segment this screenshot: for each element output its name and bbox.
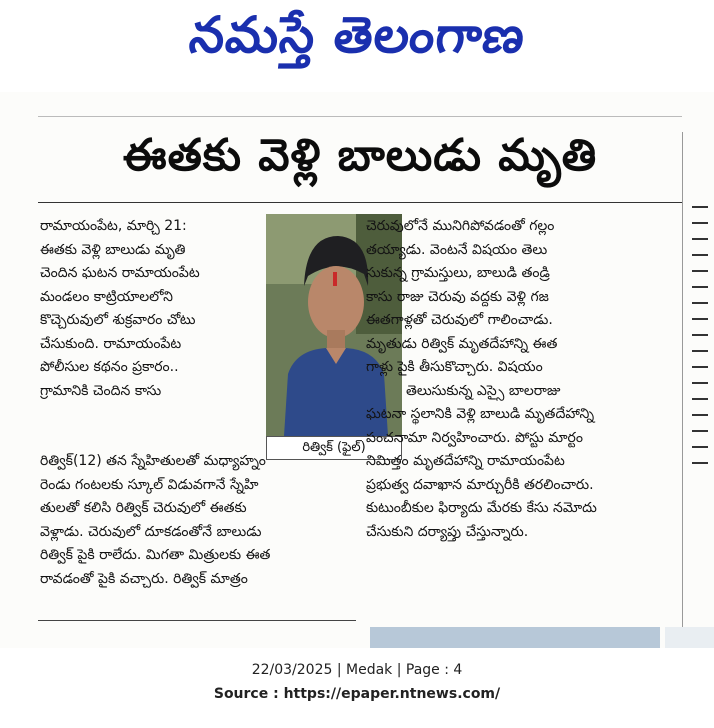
text-line: తయ్యాడు. వెంటనే విషయం తెలు <box>366 241 548 258</box>
text-line: చేసుకుంది. రామాయంపేట <box>40 335 182 352</box>
text-line: గాళ్లు పైకి తీసుకొచ్చారు. విషయం <box>366 359 543 375</box>
photo-caption: రిత్విక్ (ఫైల్) <box>266 436 402 460</box>
top-divider <box>38 116 682 117</box>
text-line: గ్రామానికి చెందిన కాసు <box>40 382 162 399</box>
article-column-1-continued <box>40 450 358 591</box>
newspaper-clipping <box>0 92 714 648</box>
text-line: తెలుసుకున్న ఎస్సై బాలరాజు <box>406 382 561 399</box>
adjacent-photo-fragment <box>370 627 660 648</box>
cut-off-top-text <box>38 92 714 106</box>
text-line: చేసుకుని దర్యాప్తు చేస్తున్నారు. <box>366 523 529 540</box>
text-line: మండలం కాట్రియాలలోని <box>40 288 173 305</box>
text-line: నిమిత్తం మృతదేహాన్ని రామాయంపేట <box>366 453 565 469</box>
adjacent-column-fragment <box>690 192 714 632</box>
text-line: మృతుడు రిత్విక్ మృతదేహాన్ని ఈత <box>366 335 558 352</box>
text-line: పోలీసుల కథనం ప్రకారం.. <box>40 359 179 375</box>
article-column-1 <box>40 215 258 403</box>
bottom-divider <box>38 620 356 621</box>
source-link[interactable]: Source : https://epaper.ntnews.com/ <box>213 686 501 702</box>
text-line: కాసు రాజు చెరువు వద్దకు వెళ్లి గజ <box>366 288 549 305</box>
text-line: తులతో కలిసి రిత్విక్ చెరువులో ఈతకు <box>40 500 247 516</box>
article-headline: ఈతకు వెళ్లి బాలుడు మృతి <box>122 130 598 181</box>
date-edition-page: 22/03/2025 | Medak | Page : 4 <box>251 662 463 678</box>
column-divider <box>682 132 683 648</box>
text-line: ప్రభుత్వ దవాఖాన మార్చురీకి తరలించారు. <box>366 476 594 493</box>
masthead-title: నమస్తే తెలంగాణ <box>186 6 529 64</box>
text-line: ఘటనా స్థలానికి వెళ్లి బాలుడి మృతదేహాన్ని <box>366 406 595 422</box>
headline-divider <box>38 202 682 203</box>
text-line: ఈతగాళ్లతో చెరువులో గాలించాడు. <box>366 312 553 328</box>
article-column-2 <box>366 215 678 544</box>
text-line: పంచనామా నిర్వహించారు. పోస్టు మార్టం <box>366 429 583 446</box>
text-line: రిత్విక్ పైకి రాలేదు. మిగతా మిత్రులకు ఈత <box>40 547 271 563</box>
text-line: రామాయంపేట, మార్చి 21: <box>40 218 187 234</box>
text-line: ఈతకు వెళ్లి బాలుడు మృతి <box>40 241 186 258</box>
text-line: చెరువులోనే మునిగిపోవడంతో గల్లం <box>366 218 555 234</box>
clipping-footer <box>0 658 714 706</box>
text-line: వెళ్లాడు. చెరువులో దూకడంతోనే బాలుడు <box>40 523 262 540</box>
text-line: కొచ్చెరువులో శుక్రవారం చోటు <box>40 312 196 328</box>
text-line: కుటుంబీకుల ఫిర్యాదు మేరకు కేసు నమోదు <box>366 500 597 516</box>
text-line: సుకున్న గ్రామస్తులు, బాలుడి తండ్రి <box>366 265 550 281</box>
text-line: రావడంతో పైకి వచ్చారు. రిత్విక్ మాత్రం <box>40 570 248 587</box>
adjacent-photo-fragment <box>665 627 714 648</box>
newspaper-masthead <box>0 0 714 78</box>
text-line: చెందిన ఘటన రామాయంపేట <box>40 265 200 281</box>
text-line: రిత్విక్(12) తన స్నేహితులతో మధ్యాహ్నం <box>40 453 266 469</box>
text-line: రెండు గంటలకు స్కూల్ విడువగానే స్నేహి <box>40 476 259 493</box>
